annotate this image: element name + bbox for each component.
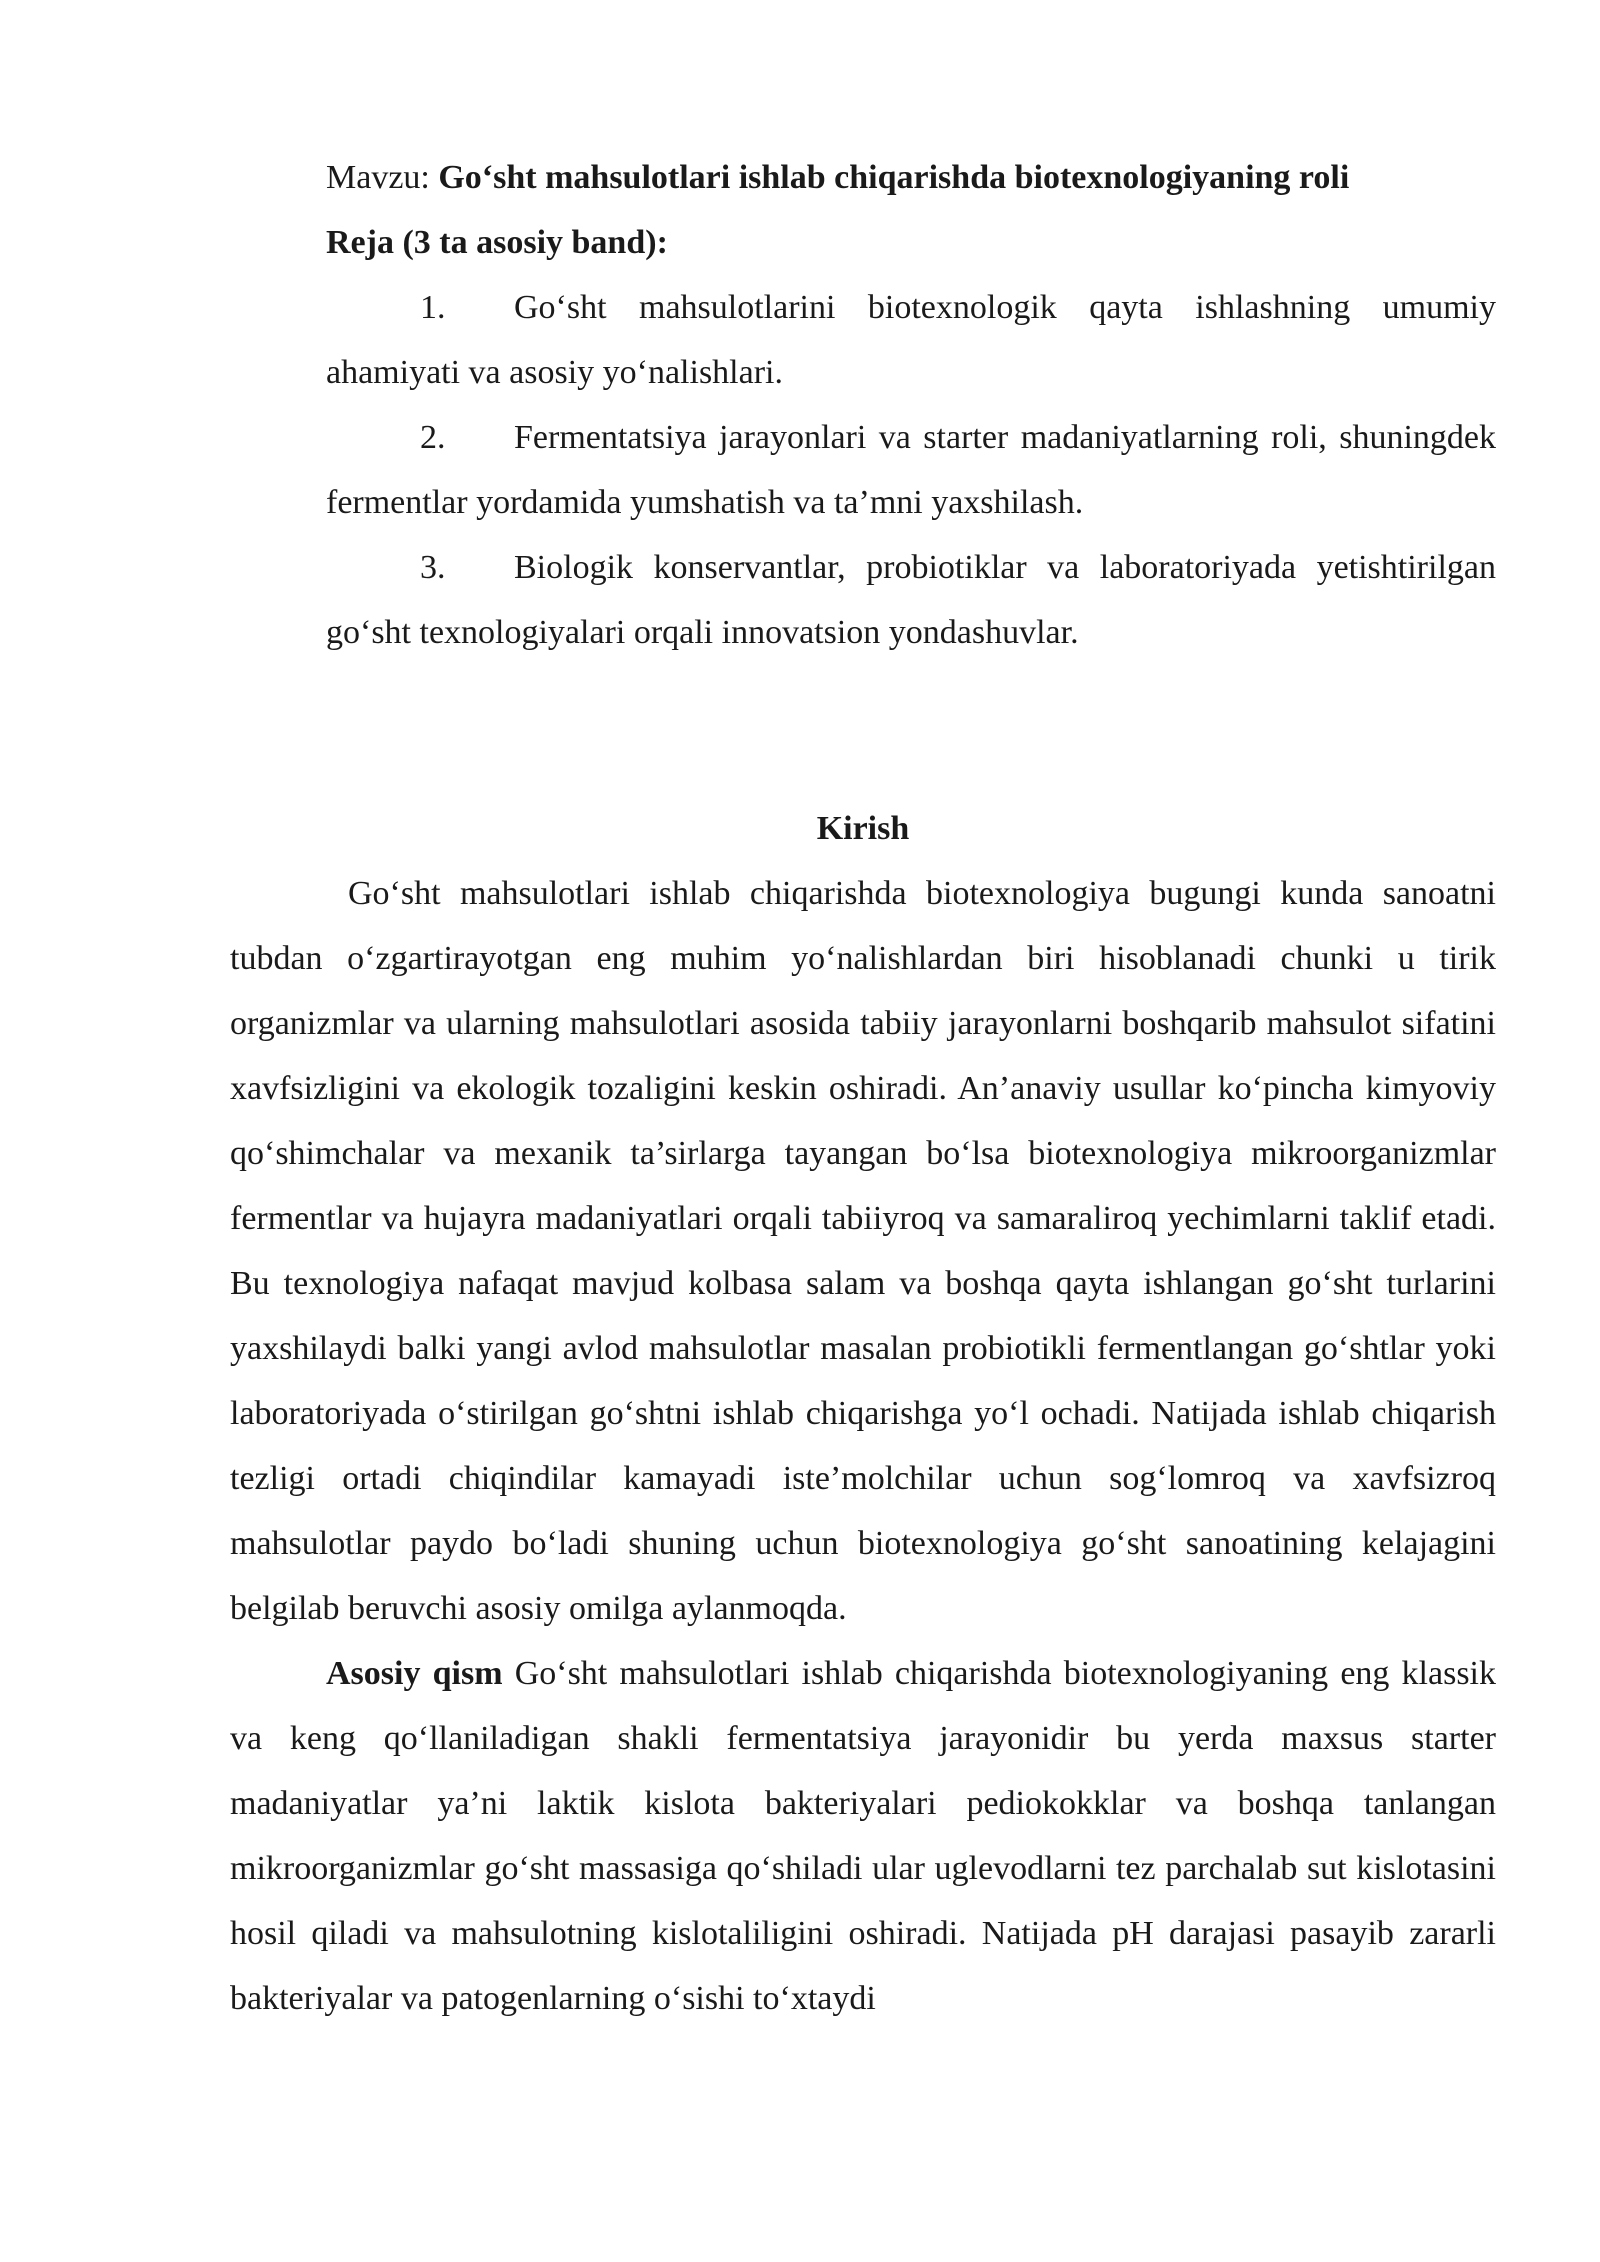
topic-label: Mavzu: bbox=[326, 159, 430, 196]
body-text bbox=[230, 861, 1496, 2031]
intro-paragraph: Go‘sht mahsulotlari ishlab chiqarishda biotexnologiya bugungi kunda sanoatni tubdan o‘zgartirayotgan eng muhim yo‘nalishlardan biri hisoblanadi chunki u tirik organizmlar va ularning mahsulotlari asosida tabiiy jarayonlarni boshqarib mahsulot sifatini xavfsizligini va ekologik tozaligini keskin oshiradi. An’anaviy usullar ko‘pincha kimyoviy qo‘shimchalar va mexanik ta’sirlarga tayangan bo‘lsa biotexnologiya mikroorganizmlar fermentlar va hujayra madaniyatlari orqali tabiiyroq va samaraliroq yechimlarni taklif etadi. Bu texnologiya nafaqat mavjud kolbasa salam va boshqa qayta ishlangan go‘sht turlarini yaxshilaydi balki yangi avlod mahsulotlar masalan probiotikli fermentlangan go‘shtlar yoki laboratoriyada o‘stirilgan go‘shtni ishlab chiqarishga yo‘l ochadi. Natijada ishlab chiqarish tezligi ortadi chiqindilar kamayadi iste’molchilar uchun sog‘lomroq va xavfsizroq mahsulotlar paydo bo‘ladi shuning uchun biotexnologiya go‘sht sanoatining kelajagini belgilab beruvchi asosiy omilga aylanmoqda. bbox=[230, 875, 1496, 1627]
main-heading: Asosiy qism bbox=[326, 1655, 503, 1692]
plan-heading: Reja (3 ta asosiy band): bbox=[326, 224, 668, 261]
plan-item-text: Go‘sht mahsulotlarini biotexnologik qayta ishlashning umumiy ahamiyati va asosiy yo‘nalishlari. bbox=[326, 289, 1496, 391]
intro-heading: Kirish bbox=[816, 810, 910, 847]
plan-item-2 bbox=[326, 405, 1496, 535]
plan-list bbox=[326, 275, 1496, 665]
plan-item-number: 3. bbox=[420, 549, 446, 586]
plan-item-3 bbox=[326, 535, 1496, 665]
topic-line bbox=[326, 145, 1496, 210]
plan-item-text: Biologik konservantlar, probiotiklar va laboratoriyada yetishtirilgan go‘sht texnologiyalari orqali innovatsion yondashuvlar. bbox=[326, 549, 1496, 651]
topic-title: Go‘sht mahsulotlari ishlab chiqarishda biotexnologiyaning roli bbox=[438, 159, 1350, 196]
plan-item-number: 2. bbox=[420, 419, 446, 456]
plan-item-number: 1. bbox=[420, 289, 446, 326]
plan-item-text: Fermentatsiya jarayonlari va starter madaniyatlarning roli, shuningdek fermentlar yordamida yumshatish va ta’mni yaxshilash. bbox=[326, 419, 1496, 521]
main-paragraph bbox=[230, 1641, 1496, 2031]
main-paragraph-text: Go‘sht mahsulotlari ishlab chiqarishda biotexnologiyaning eng klassik va keng qo‘llaniladigan shakli fermentatsiya jarayonidir bu yerda maxsus starter madaniyatlar ya’ni laktik kislota bakteriyalari pediokokklar va boshqa tanlangan mikroorganizmlar go‘sht massasiga qo‘shiladi ular uglevodlarni tez parchalab sut kislotasini hosil qiladi va mahsulotning kislotaliligini oshiradi. Natijada pH darajasi pasayib zararli bakteriyalar va patogenlarning o‘sishi to‘xtaydi bbox=[230, 1655, 1497, 2017]
plan-item-1 bbox=[326, 275, 1496, 405]
